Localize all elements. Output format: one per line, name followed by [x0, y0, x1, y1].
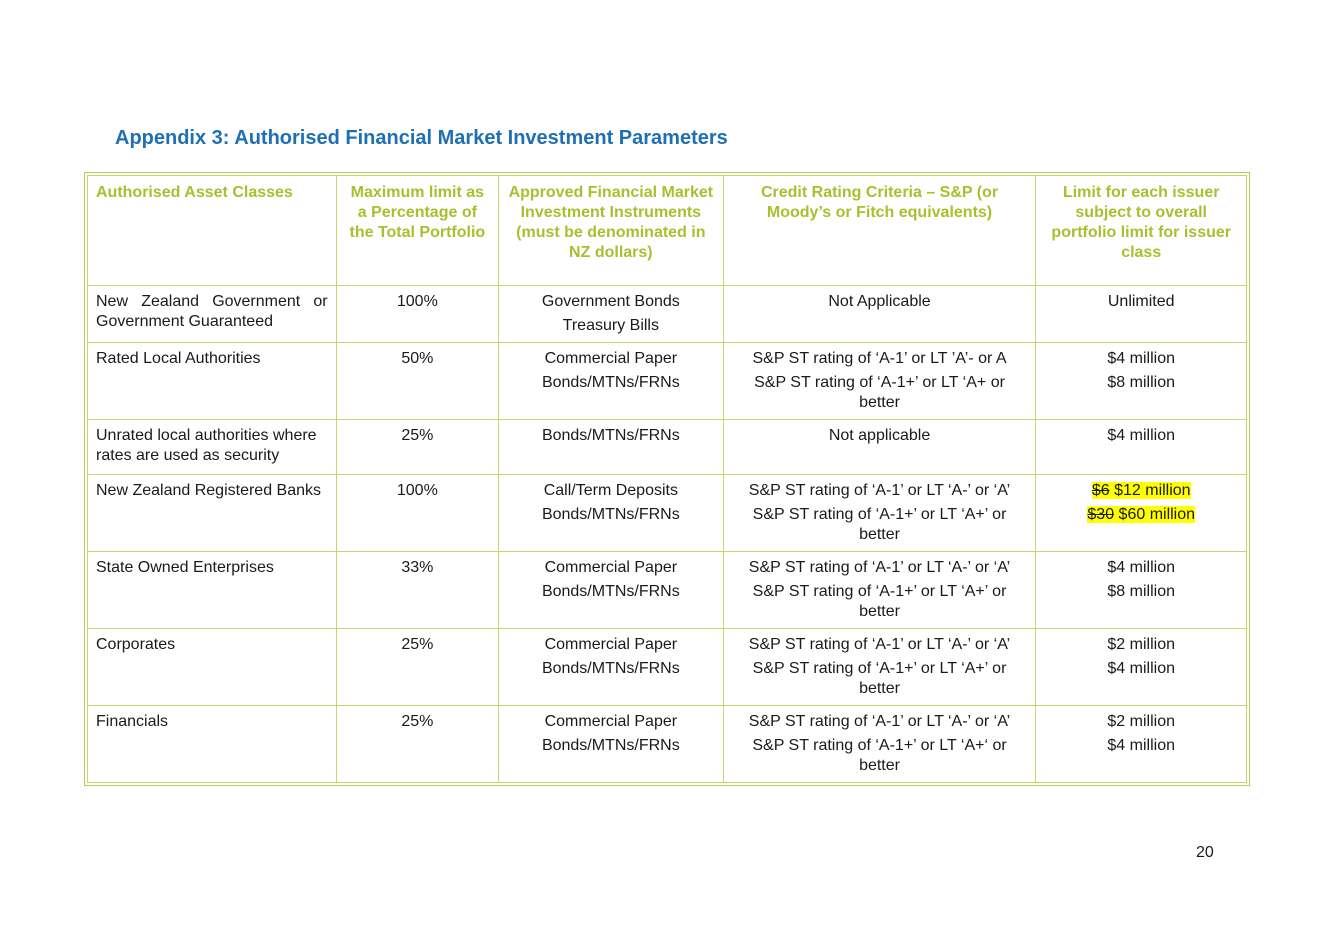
issuer-limit-item — [1044, 505, 1238, 525]
struck-old-value: $30 — [1087, 506, 1115, 523]
page-title: Appendix 3: Authorised Financial Market Investment Parameters — [115, 127, 728, 149]
criteria-item: S&P ST rating of ‘A-1+’ or LT ‘A+’ or better — [752, 583, 1007, 620]
table-header-row — [88, 176, 1247, 286]
instrument-item: Bonds/MTNs/FRNs — [541, 583, 680, 600]
issuer-limit-cell — [1036, 629, 1247, 706]
issuer-limit-cell — [1036, 286, 1247, 343]
max-limit-cell: 50% — [336, 343, 498, 420]
asset-class-cell: Unrated local authorities where rates are used as security — [88, 420, 337, 475]
max-limit-cell: 25% — [336, 420, 498, 475]
issuer-limit-item: $4 million — [1107, 427, 1175, 444]
column-header: Authorised Asset Classes — [88, 176, 337, 286]
table-row — [88, 629, 1247, 706]
instrument-item: Bonds/MTNs/FRNs — [541, 737, 680, 754]
asset-class-cell: Financials — [88, 706, 337, 783]
criteria-item: S&P ST rating of ‘A-1+’ or LT ‘A+’ or better — [752, 506, 1007, 543]
column-header: Credit Rating Criteria – S&P (or Moody’s or Fitch equivalents) — [723, 176, 1036, 286]
criteria-item: S&P ST rating of ‘A-1’ or LT ‘A-’ or ‘A’ — [748, 713, 1011, 730]
instruments-cell — [499, 420, 724, 475]
issuer-limit-cell — [1036, 420, 1247, 475]
issuer-limit-item: $4 million — [1107, 559, 1175, 576]
criteria-item: S&P ST rating of ‘A-1’ or LT ‘A-’ or ‘A’ — [748, 482, 1011, 499]
criteria-item: S&P ST rating of ‘A-1’ or LT ‘A-’ or ‘A’ — [748, 636, 1011, 653]
criteria-cell — [723, 706, 1036, 783]
investment-parameters-table — [84, 172, 1250, 786]
new-value: $60 million — [1118, 506, 1196, 523]
asset-class-cell: New Zealand Registered Banks — [88, 475, 337, 552]
issuer-limit-item: $8 million — [1107, 374, 1175, 391]
instrument-item: Commercial Paper — [544, 559, 678, 576]
criteria-cell — [723, 343, 1036, 420]
issuer-limit-item: $4 million — [1107, 737, 1175, 754]
instruments-cell — [499, 552, 724, 629]
table-row — [88, 475, 1247, 552]
max-limit-cell: 100% — [336, 286, 498, 343]
criteria-cell — [723, 286, 1036, 343]
asset-class-cell: Rated Local Authorities — [88, 343, 337, 420]
highlighted-revision — [1092, 482, 1191, 499]
instrument-item: Government Bonds — [541, 293, 680, 310]
instrument-item: Bonds/MTNs/FRNs — [541, 660, 680, 677]
criteria-cell — [723, 629, 1036, 706]
issuer-limit-item: $4 million — [1107, 660, 1175, 677]
criteria-item: S&P ST rating of ‘A-1+’ or LT ‘A+’ or better — [752, 660, 1007, 697]
page-number: 20 — [1196, 844, 1214, 861]
issuer-limit-cell — [1036, 475, 1247, 552]
instrument-item: Commercial Paper — [544, 636, 678, 653]
instrument-item: Commercial Paper — [544, 350, 678, 367]
instrument-item: Treasury Bills — [562, 317, 659, 334]
max-limit-cell: 25% — [336, 629, 498, 706]
instruments-cell — [499, 706, 724, 783]
instrument-item: Commercial Paper — [544, 713, 678, 730]
criteria-item: S&P ST rating of ‘A-1+’ or LT ‘A+ or better — [754, 374, 1005, 411]
column-header: Maximum limit as a Percentage of the Total Portfolio — [336, 176, 498, 286]
criteria-item: S&P ST rating of ‘A-1+’ or LT ‘A+‘ or better — [752, 737, 1007, 774]
criteria-item: S&P ST rating of ‘A-1’ or LT ’A’- or A — [752, 350, 1007, 367]
asset-class-cell: Corporates — [88, 629, 337, 706]
table-row — [88, 420, 1247, 475]
issuer-limit-item: $2 million — [1107, 636, 1175, 653]
max-limit-cell: 33% — [336, 552, 498, 629]
criteria-cell — [723, 475, 1036, 552]
asset-class-cell: State Owned Enterprises — [88, 552, 337, 629]
issuer-limit-item: $2 million — [1107, 713, 1175, 730]
criteria-item: S&P ST rating of ‘A-1’ or LT ‘A-’ or ‘A’ — [748, 559, 1011, 576]
issuer-limit-item — [1044, 481, 1238, 501]
instrument-item: Bonds/MTNs/FRNs — [541, 506, 680, 523]
table-row — [88, 343, 1247, 420]
new-value: $12 million — [1114, 482, 1191, 499]
issuer-limit-cell — [1036, 343, 1247, 420]
issuer-limit-cell — [1036, 706, 1247, 783]
criteria-cell — [723, 420, 1036, 475]
criteria-cell — [723, 552, 1036, 629]
column-header: Limit for each issuer subject to overall portfolio limit for issuer class — [1036, 176, 1247, 286]
table-row — [88, 286, 1247, 343]
instruments-cell — [499, 286, 724, 343]
instruments-cell — [499, 343, 724, 420]
column-header: Approved Financial Market Investment Instruments (must be denominated in NZ dollars) — [499, 176, 724, 286]
table-row — [88, 706, 1247, 783]
instrument-item: Bonds/MTNs/FRNs — [541, 427, 680, 444]
issuer-limit-cell — [1036, 552, 1247, 629]
criteria-item: Not Applicable — [828, 293, 931, 310]
instruments-cell — [499, 475, 724, 552]
issuer-limit-item: $8 million — [1107, 583, 1175, 600]
instrument-item: Bonds/MTNs/FRNs — [541, 374, 680, 391]
highlighted-revision — [1087, 506, 1195, 523]
issuer-limit-item: Unlimited — [1107, 293, 1175, 310]
instruments-cell — [499, 629, 724, 706]
max-limit-cell: 100% — [336, 475, 498, 552]
max-limit-cell: 25% — [336, 706, 498, 783]
table-row — [88, 552, 1247, 629]
asset-class-cell: New Zealand Government or Government Guaranteed — [88, 286, 337, 343]
issuer-limit-item: $4 million — [1107, 350, 1175, 367]
instrument-item: Call/Term Deposits — [543, 482, 678, 499]
struck-old-value: $6 — [1091, 482, 1110, 499]
criteria-item: Not applicable — [828, 427, 931, 444]
